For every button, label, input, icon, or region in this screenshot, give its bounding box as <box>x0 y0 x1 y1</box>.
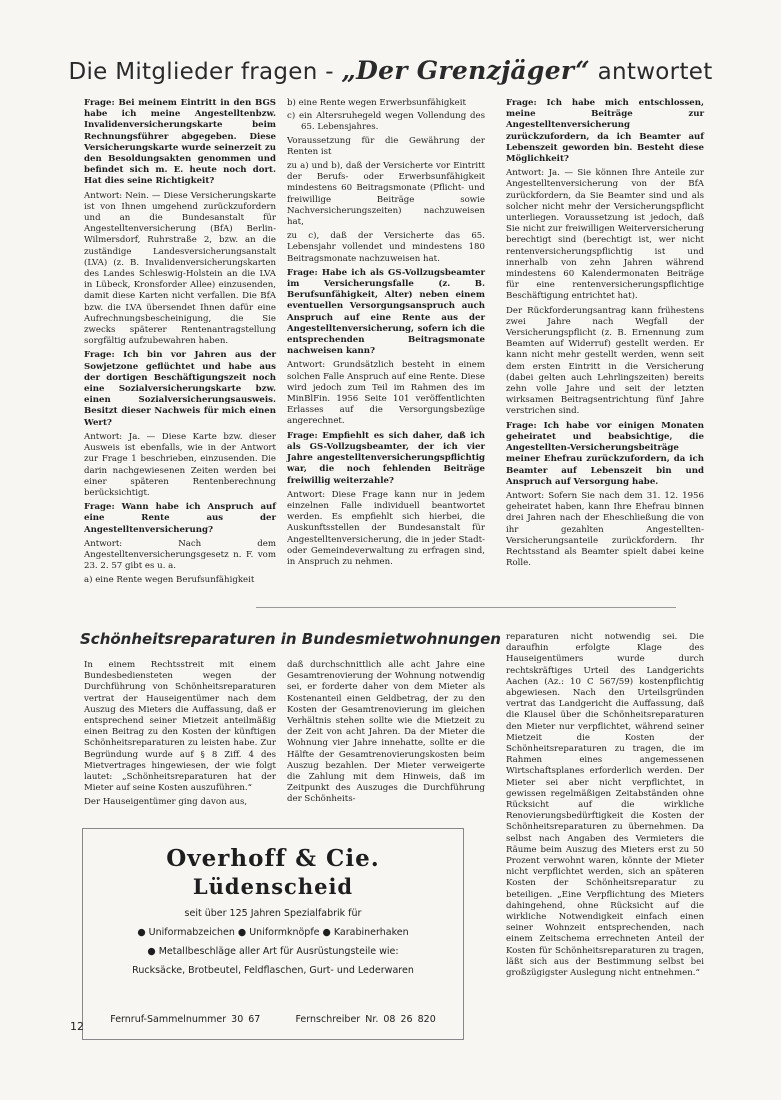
list-item: b) eine Rente wegen Erwerbsunfähigkeit <box>287 98 466 108</box>
paragraph: Der Rückforderungsantrag kann frühestens zwei Jahre nach Wegfall der Versicherungspflicht (z. B. Ernennung zum Beamten auf Widerruf) gestellt werden. Er kann nicht mehr gestellt werden, wenn seit dem ersten Eintritt in die Versicherung (dabei gelten auch Lehrlingszeiten) bereits zehn volle Jahre und seit der letzten wirksamen Beitragsentrichtung fünf Jahre verstrichen sind. <box>506 305 704 417</box>
ad-contact <box>83 1014 463 1025</box>
page-number: 12 <box>70 1020 84 1033</box>
answer-7: Antwort: Sofern Sie nach dem 31. 12. 1956 geheiratet haben, kann Ihre Ehefrau binnen drei Jahren nach der Eheschließung die von ihr gezahlten Angestellten-Versicherungsanteile zurückfordern. Ihr Rechtsstand als Beamter spielt dabei keine Rolle. <box>506 490 704 569</box>
paragraph: zu a) und b), daß der Versicherte vor Eintritt der Berufs- oder Erwerbsunfähigkeit mindestens 60 Beitragsmonate (Pflicht- und freiwillige Beiträge sowie Nachversicherungszeiten) nachzuweisen hat, <box>287 161 485 228</box>
paragraph: daß durchschnittlich alle acht Jahre eine Gesamtrenovierung der Wohnung notwendig sei, er forderte daher von dem Mieter als Kostenanteil einen Geldbetrag, der zu den Kosten der Gesamtrenovierung im gleichen Verhältnis stehen sollte wie die Mietzeit zu der Zeit von acht Jahren. Da der Mieter die Wohnung vier Jahre innehatte, sollte er die Hälfte der Gesamtrenovierungskosten beim Auszug bezahlen. Der Mieter verweigerte die Zahlung mit dem Hinweis, daß im Zeitpunkt des Auszuges die Durchführung der Schönheits- <box>287 660 485 805</box>
paragraph: Der Hauseigentümer ging davon aus, <box>84 797 248 808</box>
title-main: Die Mitglieder fragen - <box>68 59 334 85</box>
answer-2: Antwort: Ja. — Diese Karte bzw. dieser Ausweis ist ebenfalls, wie in der Antwort zur Frage 1 beschrieben, einzusenden. Die darin nachgewiesenen Zeiten werden bei einer späteren Rentenberechnung berücksichtigt. <box>84 431 276 498</box>
article-column-1 <box>84 660 276 812</box>
ad-phone: Fernruf-Sammelnummer 30 67 <box>110 1014 261 1025</box>
section-divider <box>256 607 676 608</box>
paragraph: zu c), daß der Versicherte das 65. Lebensjahr vollendet und mindestens 180 Beitragsmonate nachzuweisen hat. <box>287 231 485 264</box>
answer-6: Antwort: Ja. — Sie können Ihre Anteile zur Angestelltenversicherung von der BfA zurückfordern, da Sie Beamter sind und als solcher nicht mehr der Versicherungspflicht unterliegen. Voraussetzung ist jedoch, daß Sie nicht zur freiwilligen Weiterversicherung berechtigt sind (berechtigt ist, wer nicht rentenversicherungspflichtig ist und innerhalb von zehn Jahren während mindestens 60 Kalendermonaten Beiträge für eine rentenversicherungspflichtige Beschäftigung entrichtet hat). <box>506 168 704 302</box>
benefit-list <box>84 575 276 586</box>
page-title <box>0 56 781 85</box>
paragraph: reparaturen nicht notwendig sei. Die daraufhin erfolgte Klage des Hauseigentümers wurde durch rechtskräftiges Urteil des Landgerichts Aachen (Az.: 10 C 567/59) kostenpflichtig abgewiesen. Nach den Urteilsgründen vertrat das Landgericht die Auffassung, daß die Klausel über die Schönheitsreparaturen den Mieter nur verpflichtet, während seiner Mietzeit die Kosten der Schönheitsreparaturen zu tragen, die im Rahmen eines angemessenen Wirtschaftsplanes erforderlich werden. Der Mieter sei aber nicht verpflichtet, in gewissen regelmäßigen Zeitabständen ohne Rücksicht auf die wirkliche Renovierungsbedürftigkeit die Kosten der Schönheitsreparaturen zu übernehmen. Da selbst nach Angaben des Vermieters die Räume beim Auszug des Mieters erst zu 50 Prozent verwohnt waren, könnte der Mieter nicht verpflichtet werden, sich an späteren Kosten der Schönheitsreparatur zu beteiligen. „Eine Verpflichtung des Mieters dahingehend, ohne Rücksicht auf die wirkliche Notwendigkeit einfach einen seiner Wohnzeit entsprechenden, nach einem Zeitschema errechneten Anteil der Kosten für Schönheitsreparaturen zu tragen, läßt sich aus der Bestimmung selbst bei großzügigster Auslegung nicht entnehmen.“ <box>506 632 704 979</box>
answer-3: Antwort: Nach dem Angestelltenversicherungsgesetz n. F. vom 23. 2. 57 gibt es u. a. <box>84 538 276 572</box>
ad-telex: Fernschreiber Nr. 08 26 820 <box>295 1014 436 1025</box>
answer-1: Antwort: Nein. — Diese Versicherungskarte ist von Ihnen umgehend zurückzufordern und an die Bundesanstalt für Angestelltenversicherung (BfA) Berlin-Wilmersdorf, Ruhrstraße 2, bzw. an die zuständige Landesversicherungsanstalt (LVA) (z. B. Invalidenversicherungskarten des Landes Schleswig-Holstein an die LVA in Lübeck, Kronsforder Allee) einzusenden, damit diese Karten nicht verfallen. Die BfA bzw. die LVA übersendet Ihnen dafür eine Aufrechnungsbescheinigung, die Sie zwecks späterer Rentenantragstellung sorgfältig aufzubewahren haben. <box>84 190 276 347</box>
list-item: a) eine Rente wegen Berufsunfähigkeit <box>84 575 255 586</box>
list-item: c) ein Altersruhegeld wegen Vollendung des 65. Lebensjahres. <box>287 111 485 133</box>
answer-5: Antwort: Diese Frage kann nur in jedem einzelnen Falle individuell beantwortet werden. Es empfiehlt sich hierbei, die Auskunftsstellen der Bundesanstalt für Angestelltenversicherung, die in jeder Stadt- oder Gemeindeverwaltung zu erfragen sind, in Anspruch zu nehmen. <box>287 489 485 567</box>
column-2 <box>287 98 485 571</box>
question-3: Frage: Wann habe ich Anspruch auf eine Rente aus der Angestelltenversicherung? <box>84 502 276 535</box>
ad-company: Overhoff & Cie. <box>166 845 380 872</box>
question-2: Frage: Ich bin vor Jahren aus der Sowjetzone geflüchtet und habe aus der dortigen Beschäftigungszeit noch eine Sozialversicherungskarte bzw. einen Sozialversicherungsausweis. Besitzt dieser Nachweis für mich einen Wert? <box>84 350 276 428</box>
title-end: antwortet <box>597 59 713 85</box>
column-3 <box>506 98 704 572</box>
question-7: Frage: Ich habe vor einigen Monaten geheiratet und beabsichtige, die Angestellten-Versicherungsbeiträge meiner Ehefrau zurückzufordern, da ich Beamter auf Lebenszeit bin und Anspruch auf Versorgung habe. <box>506 420 704 487</box>
question-1: Frage: Bei meinem Eintritt in den BGS habe ich meine Angestelltenbzw. Invalidenversicherungskarte beim Rechnungsführer abgegeben. Diese Versicherungskarte wurde seinerzeit zu den Besoldungsakten genommen und befindet sich m. E. heute noch dort. Hat dies seine Richtigkeit? <box>84 98 276 187</box>
question-5: Frage: Empfiehlt es sich daher, daß ich als GS-Vollzugsbeamter, der ich vier Jahre angestelltenversicherungspflichtig war, die noch fehlenden Beiträge freiwillig weiterzahle? <box>287 430 485 486</box>
benefit-list-cont <box>287 98 485 134</box>
paragraph: Voraussetzung für die Gewährung der Renten ist <box>287 135 485 157</box>
article-column-2 <box>287 660 485 809</box>
ad-since: seit über 125 Jahren Spezialfabrik für <box>184 908 362 919</box>
article-column-3 <box>506 632 704 982</box>
ad-line-3: Rucksäcke, Brotbeutel, Feldflaschen, Gurt- und Lederwaren <box>132 965 414 976</box>
ad-line-1: ● Uniformabzeichen ● Uniformknöpfe ● Karabinerhaken <box>137 927 409 938</box>
question-4: Frage: Habe ich als GS-Vollzugsbeamter im Versicherungsfalle (z. B. Berufsunfähigkeit, Alter) neben einem eventuellen Versorgungsanspruch auch Anspruch auf eine Rente aus der Angestelltenversicherung, sofern ich die entsprechenden Beitragsmonate nachweisen kann? <box>287 267 485 357</box>
column-1 <box>84 98 276 589</box>
magazine-name: „Der Grenzjäger“ <box>341 56 590 85</box>
ad-city: Lüdenscheid <box>192 874 354 899</box>
advertisement <box>82 828 464 1040</box>
paragraph: In einem Rechtsstreit mit einem Bundesbediensteten wegen der Durchführung von Schönheitsreparaturen vertrat der Hauseigentümer nach dem Auszug des Mieters die Auffassung, daß er entsprechend seiner Mietzeit anteilmäßig einen Beitrag zu den Kosten der künftigen Schönheitsreparaturen zu leisten habe. Zur Begründung wurde auf § 8 Ziff. 4 des Mietvertrages hingewiesen, der wie folgt lautet: „Schönheitsreparaturen hat der Mieter auf seine Kosten auszuführen.“ <box>84 660 276 794</box>
article-heading: Schönheitsreparaturen in Bundesmietwohnungen <box>80 630 501 648</box>
question-6: Frage: Ich habe mich entschlossen, meine Beiträge zur Angestelltenversicherung zurückzufordern, da ich Beamter auf Lebenszeit geworden bin. Besteht diese Möglichkeit? <box>506 98 704 165</box>
answer-4: Antwort: Grundsätzlich besteht in einem solchen Falle Anspruch auf eine Rente. Diese wird jedoch zum Teil im Rahmen des im MinBlFin. 1956 Seite 101 veröffentlichten Erlasses auf die Versorgungsbezüge angerechnet. <box>287 360 485 427</box>
ad-line-2: ● Metallbeschläge aller Art für Ausrüstungsteile wie: <box>147 946 399 957</box>
